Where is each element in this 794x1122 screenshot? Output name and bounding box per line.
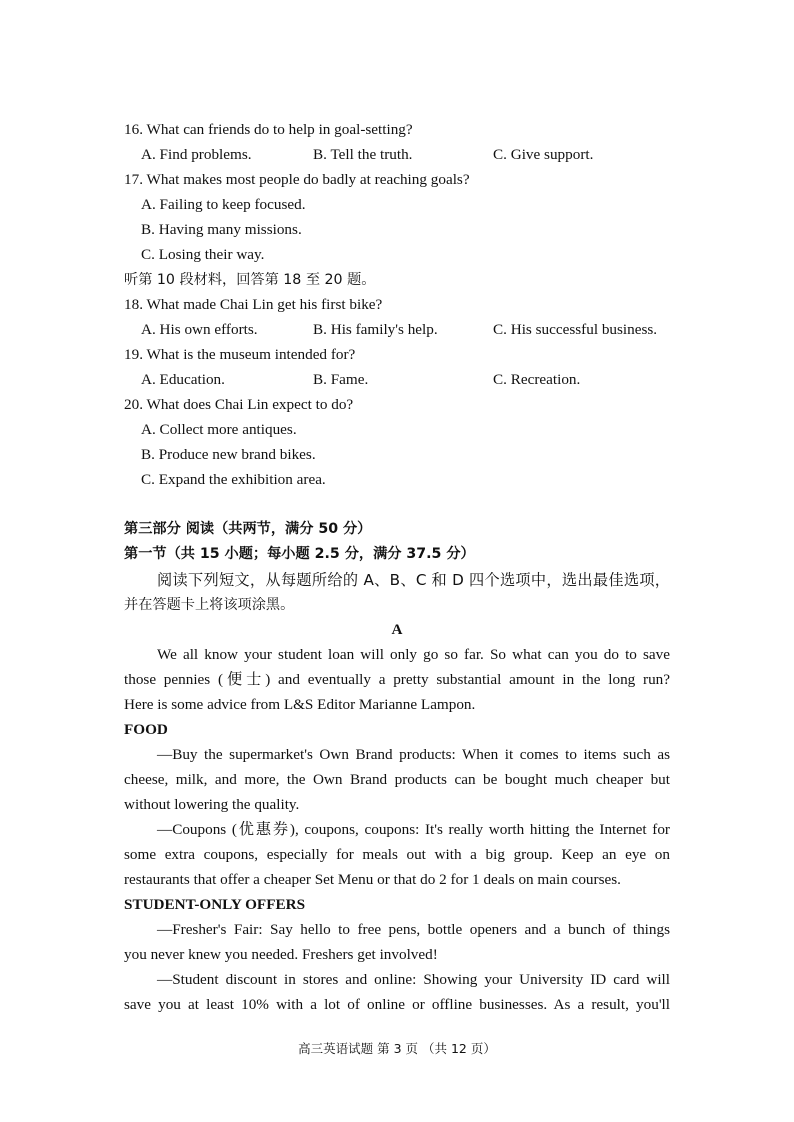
question-16-option-b: B. Tell the truth.	[313, 146, 413, 163]
question-20-option-c: C. Expand the exhibition area.	[141, 471, 326, 488]
question-19-option-c: C. Recreation.	[493, 371, 581, 388]
question-20-stem: 20. What does Chai Lin expect to do?	[124, 396, 354, 413]
question-20-option-b: B. Produce new brand bikes.	[141, 446, 316, 463]
student-tip1-line2: you never knew you needed. Freshers get involved!	[124, 946, 438, 963]
food-tip2-line3: restaurants that offer a cheaper Set Menu or that do 2 for 1 deals on main courses.	[124, 871, 621, 888]
question-16-option-a: A. Find problems.	[141, 146, 252, 163]
food-tip1-line1: —Buy the supermarket's Own Brand products: When it comes to items such as	[157, 746, 670, 763]
food-heading: FOOD	[124, 721, 168, 738]
question-17-option-b: B. Having many missions.	[141, 221, 302, 238]
question-16-stem: 16. What can friends do to help in goal-setting?	[124, 121, 413, 138]
food-tip1-line3: without lowering the quality.	[124, 796, 300, 813]
food-tip2-line1: —Coupons (优惠券), coupons, coupons: It's really worth hitting the Internet for	[157, 821, 670, 838]
section3-instruction-line1: 阅读下列短文，从每题所给的 A、B、C 和 D 四个选项中，选出最佳选项，	[157, 571, 670, 589]
student-tip1-line1: —Fresher's Fair: Say hello to free pens, bottle openers and a bunch of things	[157, 921, 670, 938]
section3-instruction-line2: 并在答题卡上将该项涂黑。	[124, 597, 295, 613]
passage-intro-line1: We all know your student loan will only go so far. So what can you do to save	[157, 646, 670, 663]
passage-intro-line3: Here is some advice from L&S Editor Marianne Lampon.	[124, 696, 476, 713]
student-tip2-line1: —Student discount in stores and online: Showing your University ID card will	[157, 971, 670, 988]
question-18-option-b: B. His family's help.	[313, 321, 438, 338]
question-17-option-c: C. Losing their way.	[141, 246, 265, 263]
question-19-stem: 19. What is the museum intended for?	[124, 346, 356, 363]
question-18-option-c: C. His successful business.	[493, 321, 658, 338]
question-19-option-b: B. Fame.	[313, 371, 369, 388]
food-tip2-line2: some extra coupons, especially for meals out with a big group. Keep an eye on	[124, 846, 670, 863]
question-20-option-a: A. Collect more antiques.	[141, 421, 297, 438]
passage-intro-line2: those pennies (便士) and eventually a pretty substantial amount in the long run?	[124, 671, 670, 688]
section3-subtitle: 第一节（共 15 小题；每小题 2.5 分，满分 37.5 分）	[124, 546, 475, 562]
student-tip2-line2: save you at least 10% with a lot of online or offline businesses. As a result, you'll	[124, 996, 670, 1013]
question-18-stem: 18. What made Chai Lin get his first bike?	[124, 296, 383, 313]
listening-instruction: 听第 10 段材料，回答第 18 至 20 题。	[124, 272, 376, 288]
question-17-option-a: A. Failing to keep focused.	[141, 196, 306, 213]
question-17-stem: 17. What makes most people do badly at reaching goals?	[124, 171, 470, 188]
student-offers-heading: STUDENT-ONLY OFFERS	[124, 896, 306, 913]
question-18-option-a: A. His own efforts.	[141, 321, 258, 338]
question-19-option-a: A. Education.	[141, 371, 225, 388]
food-tip1-line2: cheese, milk, and more, the Own Brand products can be bought much cheaper but	[124, 771, 670, 788]
passage-letter: A	[391, 621, 403, 638]
section3-title: 第三部分 阅读（共两节，满分 50 分）	[124, 521, 372, 537]
question-16-option-c: C. Give support.	[493, 146, 594, 163]
page-footer: 高三英语试题 第 3 页 （共 12 页）	[298, 1041, 496, 1056]
